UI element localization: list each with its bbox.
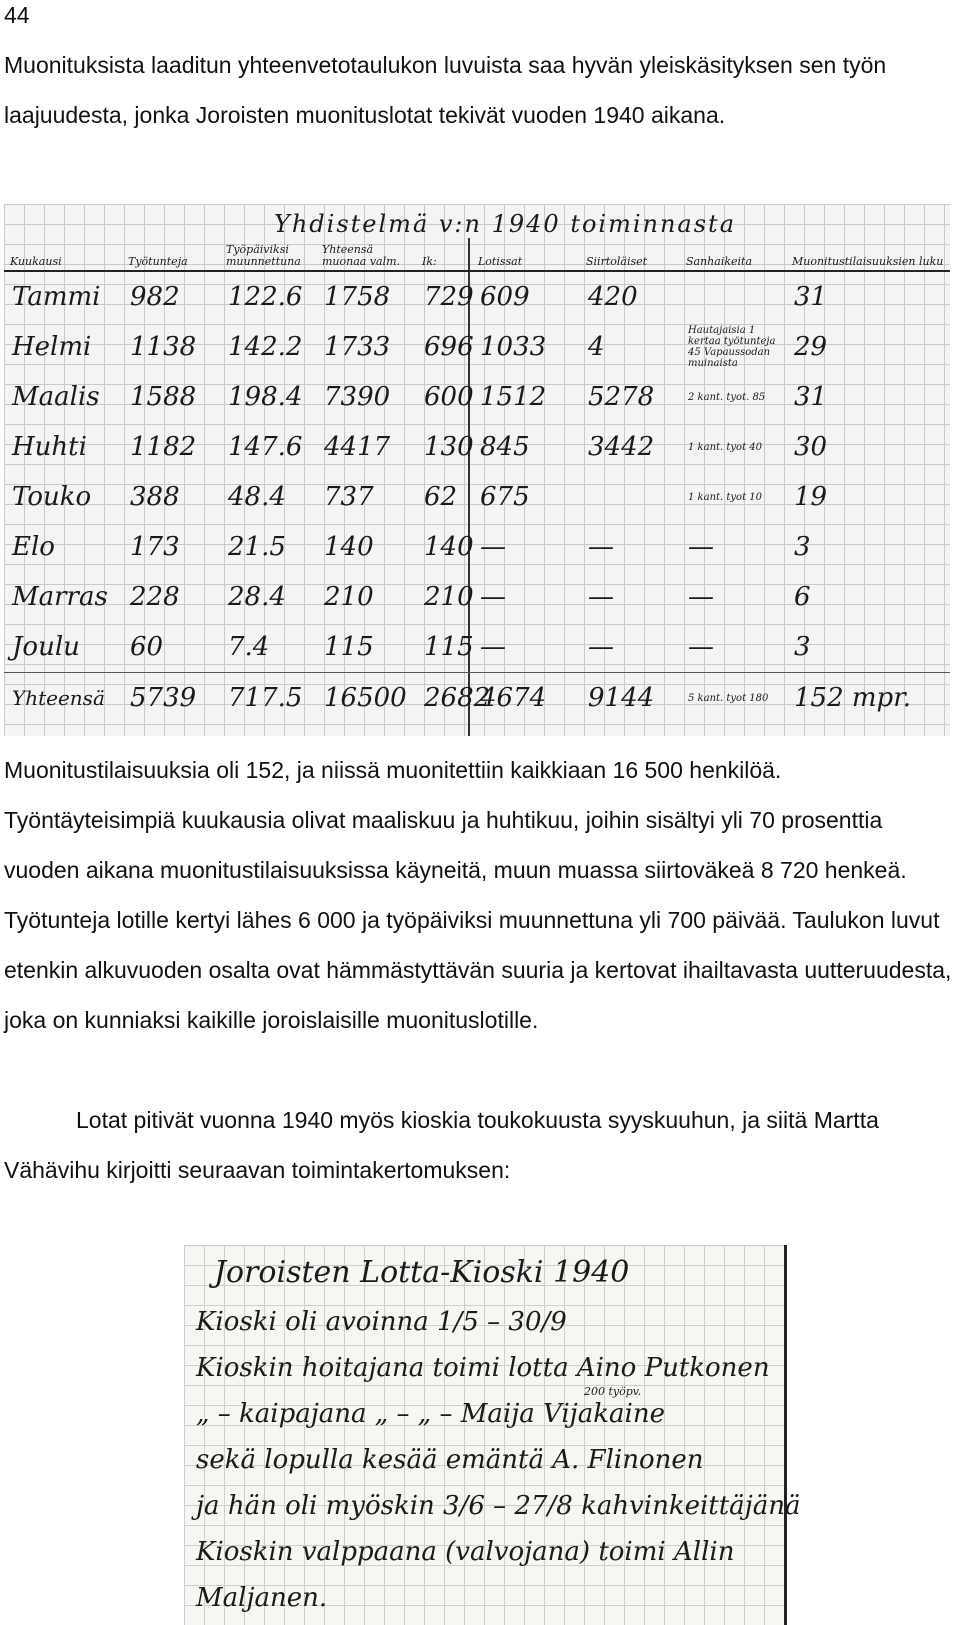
ledger-header-cell: Kuukausi (4, 238, 122, 271)
ledger-cell: 210 (424, 582, 474, 612)
ledger-cell: 4674 (472, 673, 580, 724)
ledger-header-cell: Ik: (416, 238, 472, 271)
ledger-cell: 21.5 (228, 532, 286, 562)
ledger-row (4, 472, 950, 522)
ledger-row (4, 572, 950, 622)
ledger-cell: 2 kant. tyot. 85 (688, 391, 766, 403)
ledger-cell: 122.6 (228, 282, 303, 312)
ledger-image (4, 204, 950, 736)
kiosk-note-line: Kioskin hoitajana toimi lotta Aino Putkonen (196, 1353, 770, 1383)
ledger-cell: 609 (480, 282, 530, 312)
ledger-cell: 675 (480, 482, 530, 512)
ledger-cell: 147.6 (228, 432, 303, 462)
ledger-cell: 4417 (324, 432, 391, 462)
ledger-cell: 173 (130, 532, 180, 562)
body-paragraph-2: Lotat pitivät vuonna 1940 myös kioskia toukokuusta syyskuuhun, ja siitä Martta Vähävihu kirjoitti seuraavan toimintakertomuksen: (4, 1107, 879, 1183)
ledger-cell: — (688, 632, 714, 662)
kiosk-note-line: sekä lopulla kesää emäntä A. Flinonen (196, 1445, 704, 1475)
kiosk-note-line: Maljanen. (196, 1583, 328, 1613)
ledger-header-row (4, 238, 950, 271)
ledger-cell: 1033 (480, 332, 547, 362)
ledger-header-cell: Siirtoläiset (580, 238, 680, 271)
kiosk-note-image (184, 1245, 801, 1625)
ledger-cell: 198.4 (228, 382, 303, 412)
ledger-cell: 696 (424, 332, 474, 362)
ledger-cell: 31 (794, 382, 828, 412)
ledger-cell: Huhti (12, 432, 87, 462)
ledger-cell: 16500 (316, 673, 416, 724)
ledger-cell: Maalis (12, 382, 100, 412)
ledger-header-cell: Työpäiviksi muunnettuna (220, 238, 316, 271)
ledger-cell: 845 (480, 432, 530, 462)
kiosk-note-line: Kioski oli avoinna 1/5 – 30/9 (196, 1307, 567, 1337)
ledger-cell: 152 mpr. (786, 673, 950, 724)
ledger-cell: 30 (794, 432, 828, 462)
kiosk-margin-note: 200 työpv. (584, 1385, 642, 1398)
ledger-cell: 142.2 (228, 332, 303, 362)
ledger-cell: 4 (588, 332, 605, 362)
ledger-cell: Joulu (12, 632, 80, 662)
ledger-cell: 28.4 (228, 582, 286, 612)
ledger-cell: 3 (794, 532, 811, 562)
ledger-cell: Tammi (12, 282, 101, 312)
ledger-table (4, 238, 950, 723)
ledger-cell: 737 (324, 482, 374, 512)
ledger-cell: 1512 (480, 382, 547, 412)
ledger-cell: 228 (130, 582, 180, 612)
ledger-row (4, 322, 950, 372)
ledger-row (4, 372, 950, 422)
ledger-cell: 1138 (130, 332, 197, 362)
kiosk-note-line: Kioskin valppaana (valvojana) toimi Allin (196, 1537, 735, 1567)
ledger-cell (580, 472, 680, 522)
ledger-cell: 115 (424, 632, 474, 662)
ledger-header-cell: Muonitustilaisuuksien luku (786, 238, 950, 271)
ledger-cell: 140 (324, 532, 374, 562)
ledger-header-cell: Yhteensä muonaa valm. (316, 238, 416, 271)
body-paragraph-1: Muonitustilaisuuksia oli 152, ja niissä muonitettiin kaikkiaan 16 500 henkilöä. Työntäyteisimpiä kuukausia olivat maaliskuu ja huhtikuu, joihin sisältyi yli 70 prosenttia vuoden aikana muonitustilaisuuksissa käyneitä, muun muassa siirtoväkeä 8 720 henkeä. Työtunteja lotille kertyi lähes 6 000 ja työpäiviksi muunnettuna yli 700 päivää. Taulukon luvut etenkin alkuvuoden osalta ovat hämmästyttävän suuria ja kertovat ihailtavasta uutteruudesta, joka on kunniaksi kaikille joroislaisille muonituslotille. (4, 757, 952, 1033)
ledger-cell: Hautajaisia 1 kertaa työtunteja 45 Vapaussodan muinaista (688, 325, 776, 369)
ledger-header-cell: Lotissat (472, 238, 580, 271)
ledger-cell: 3 (794, 632, 811, 662)
ledger-row (4, 522, 950, 572)
ledger-cell: 130 (424, 432, 474, 462)
ledger-cell: — (588, 582, 614, 612)
ledger-cell: 420 (588, 282, 638, 312)
ledger-header-cell: Sanhaikeita (680, 238, 786, 271)
ledger-cell: 19 (794, 482, 828, 512)
ledger-title: Yhdistelmä v:n 1940 toiminnasta (274, 210, 737, 238)
intro-paragraph: Muonituksista laaditun yhteenvetotaulukon luvuista saa hyvän yleiskäsityksen sen työn laajuudesta, jonka Joroisten muonituslotat tekivät vuoden 1940 aikana. (4, 52, 887, 128)
ledger-cell: — (480, 632, 506, 662)
ledger-cell: — (480, 582, 506, 612)
ledger-cell: Elo (12, 532, 55, 562)
ledger-cell: 48.4 (228, 482, 286, 512)
ledger-cell: 388 (130, 482, 180, 512)
ledger-cell: 5278 (588, 382, 655, 412)
ledger-cell: 1588 (130, 382, 197, 412)
ledger-cell: 60 (130, 632, 164, 662)
ledger-row (4, 422, 950, 472)
ledger-cell: 600 (424, 382, 474, 412)
ledger-cell: Touko (12, 482, 92, 512)
ledger-cell: 2682 (416, 673, 472, 724)
ledger-cell: 31 (794, 282, 828, 312)
ledger-cell: 9144 (580, 673, 680, 724)
ledger-cell: — (480, 532, 506, 562)
ledger-cell: 5739 (122, 673, 220, 724)
ledger-cell: 29 (794, 332, 828, 362)
ledger-cell: — (688, 532, 714, 562)
ledger-cell: 1733 (324, 332, 391, 362)
ledger-cell: — (588, 632, 614, 662)
ledger-cell: 210 (324, 582, 374, 612)
ledger-cell: 7390 (324, 382, 391, 412)
kiosk-note-title: Joroisten Lotta-Kioski 1940 (214, 1255, 630, 1290)
ledger-cell: 140 (424, 532, 474, 562)
ledger-cell: 1758 (324, 282, 391, 312)
ledger-cell: 7.4 (228, 632, 270, 662)
ledger-cell: 1182 (130, 432, 197, 462)
ledger-cell: Yhteensä (4, 673, 122, 724)
ledger-cell: — (688, 582, 714, 612)
kiosk-note-line: „ – kaipajana „ – „ – Maija Vijakaine (196, 1399, 665, 1429)
ledger-cell: 6 (794, 582, 811, 612)
page-number: 44 (4, 2, 30, 28)
ledger-cell: 1 kant. tyot 10 (688, 491, 762, 503)
kiosk-note-line: ja hän oli myöskin 3/6 – 27/8 kahvinkeittäjänä (196, 1491, 801, 1521)
ledger-cell (680, 271, 786, 322)
ledger-cell: 3442 (588, 432, 655, 462)
ledger-cell: Marras (12, 582, 108, 612)
ledger-cell: 717.5 (220, 673, 316, 724)
ledger-cell: 62 (424, 482, 458, 512)
ledger-row (4, 622, 950, 673)
ledger-cell: — (588, 532, 614, 562)
ledger-cell: 1 kant. tyot 40 (688, 441, 762, 453)
ledger-cell: 982 (130, 282, 180, 312)
ledger-row (4, 271, 950, 322)
ledger-cell: 729 (424, 282, 474, 312)
ledger-header-cell: Työtunteja (122, 238, 220, 271)
ledger-cell: Helmi (12, 332, 92, 362)
ledger-cell: 115 (324, 632, 374, 662)
ledger-total-row (4, 673, 950, 724)
ledger-cell: 5 kant. tyot 180 (680, 673, 786, 724)
